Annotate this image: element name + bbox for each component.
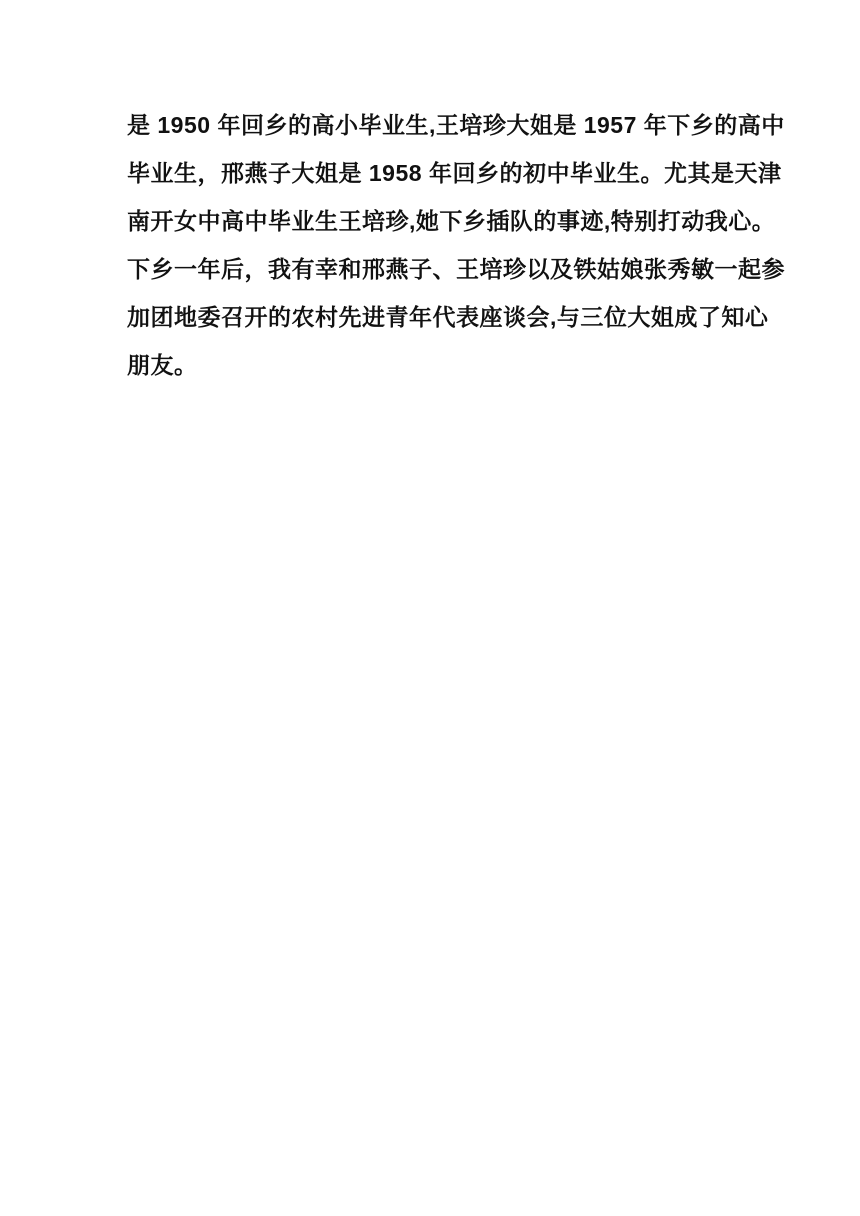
text-line: 南开女中高中毕业生王培珍,她下乡插队的事迹,特别打动我心。: [127, 208, 776, 234]
text-line: 朋友。: [127, 352, 198, 378]
text-line: 加团地委召开的农村先进青年代表座谈会,与三位大姐成了知心: [127, 304, 769, 330]
text-line: 是 1950 年回乡的高小毕业生,王培珍大姐是 1957 年下乡的高中: [127, 112, 785, 138]
paragraph: [127, 101, 785, 389]
text-line: 下乡一年后，我有幸和邢燕子、王培珍以及铁姑娘张秀敏一起参: [127, 256, 785, 282]
text-line: 毕业生，邢燕子大姐是 1958 年回乡的初中毕业生。尤其是天津: [127, 160, 782, 186]
